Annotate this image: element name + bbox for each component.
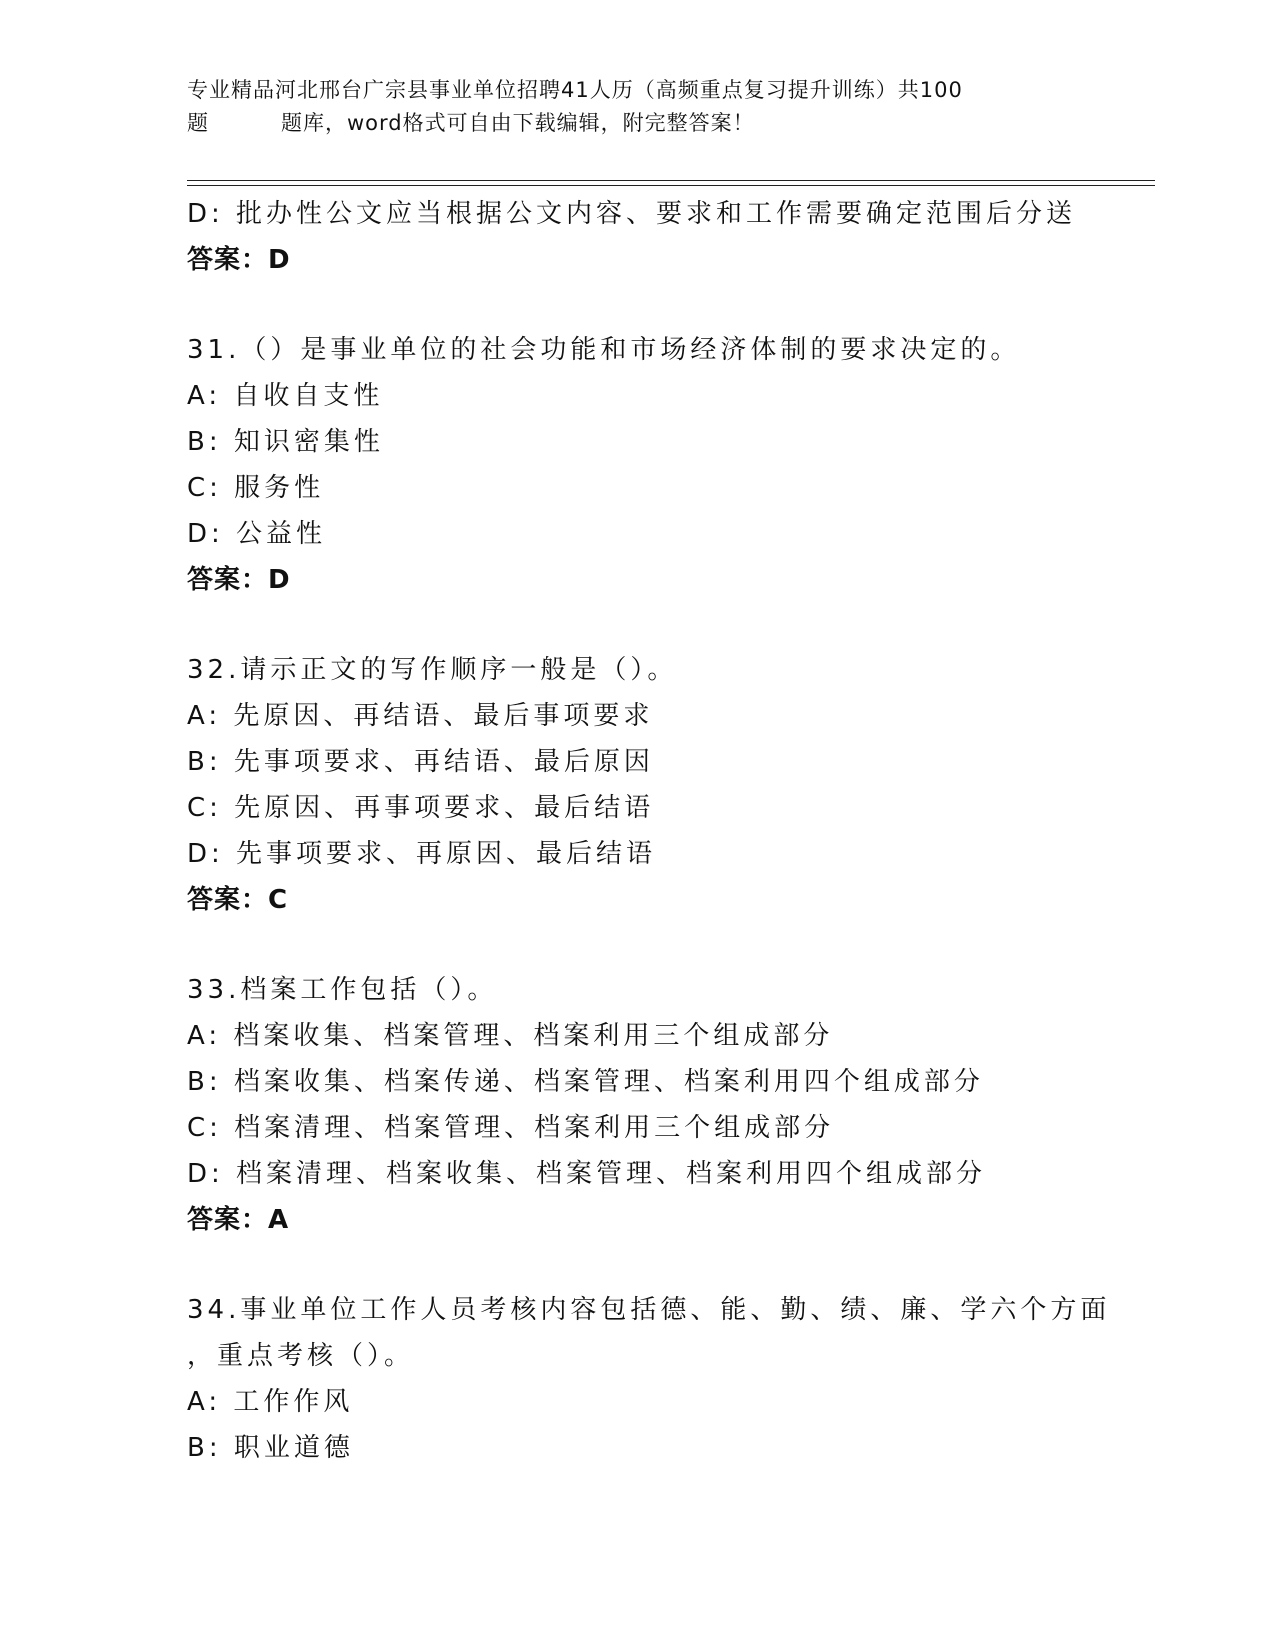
question-stem-31: 31.（）是事业单位的社会功能和市场经济体制的要求决定的。 <box>187 335 1021 365</box>
option-b: B: 档案收集、档案传递、档案管理、档案利用四个组成部分 <box>187 1067 984 1097</box>
option-a: A: 先原因、再结语、最后事项要求 <box>187 701 654 731</box>
option-c: C: 档案清理、档案管理、档案利用三个组成部分 <box>187 1113 835 1143</box>
option-a: A: 自收自支性 <box>187 381 384 411</box>
answer-line: 答案：D <box>187 565 291 595</box>
option-a: A: 档案收集、档案管理、档案利用三个组成部分 <box>187 1021 834 1051</box>
question-stem-34-continued: ，重点考核（）。 <box>187 1341 415 1371</box>
header-title-line-1: 专业精品河北邢台广宗县事业单位招聘41人历（高频重点复习提升训练）共100 <box>187 78 963 102</box>
header-title-line-2-prefix: 题 <box>187 111 209 135</box>
question-list <box>187 191 1111 1471</box>
answer-line: 答案：A <box>187 1205 290 1235</box>
option-c: C: 服务性 <box>187 473 325 503</box>
option-c: C: 先原因、再事项要求、最后结语 <box>187 793 655 823</box>
option-b: B: 职业道德 <box>187 1433 354 1463</box>
header-divider-bottom <box>187 185 1155 186</box>
option-a: A: 工作作风 <box>187 1387 354 1417</box>
question-stem-32: 32.请示正文的写作顺序一般是（）。 <box>187 655 678 685</box>
header-title-line-2 <box>187 107 1067 140</box>
option-b: B: 知识密集性 <box>187 427 384 457</box>
question-stem-33: 33.档案工作包括（）。 <box>187 975 498 1005</box>
option-d: D: 先事项要求、再原因、最后结语 <box>187 839 657 869</box>
answer-line: 答案：C <box>187 885 289 915</box>
option-d: D: 档案清理、档案收集、档案管理、档案利用四个组成部分 <box>187 1159 987 1189</box>
question-stem-34: 34.事业单位工作人员考核内容包括德、能、勤、绩、廉、学六个方面 <box>187 1295 1111 1325</box>
header-divider-top <box>187 180 1155 181</box>
document-header <box>187 74 1067 140</box>
option-d: D: 批办性公文应当根据公文内容、要求和工作需要确定范围后分送 <box>187 199 1077 229</box>
option-b: B: 先事项要求、再结语、最后原因 <box>187 747 654 777</box>
answer-line: 答案：D <box>187 245 291 275</box>
option-d: D: 公益性 <box>187 519 327 549</box>
header-title-line-2-text: 题库，word格式可自由下载编辑，附完整答案！ <box>281 111 755 135</box>
